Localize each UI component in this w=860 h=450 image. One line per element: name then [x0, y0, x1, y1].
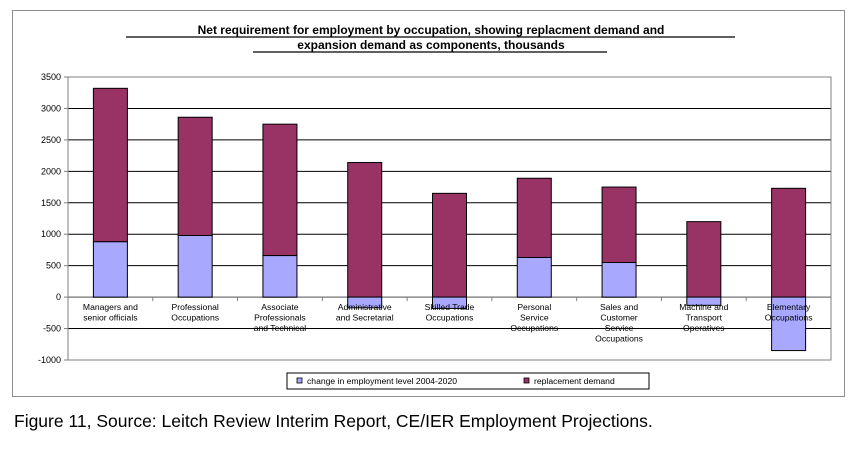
y-tick-label: 2000: [40, 166, 61, 177]
category-label: Machine and Transport Operatives: [679, 302, 729, 334]
category-labels: [83, 302, 813, 344]
legend-label-change: change in employment level 2004-2020: [307, 376, 458, 386]
category-label: Associate Professionals and Technical: [253, 302, 307, 334]
category-label: Sales and Customer Service Occupations: [595, 302, 643, 344]
category-label: Elementary Occupations: [764, 302, 813, 323]
bar-employment-change: [178, 235, 212, 297]
y-tick-label: 1500: [40, 197, 61, 208]
category-label: Personal Service Occupations: [510, 302, 559, 334]
y-tick-label: -500: [42, 323, 61, 334]
chart-title-line-1: Net requirement for employment by occupation, showing replacment demand and: [197, 23, 665, 37]
legend-swatch-change: [297, 378, 302, 383]
category-label: Managers and senior officials: [82, 302, 138, 323]
bar-replacement-demand: [348, 163, 382, 298]
y-tick-label: 3500: [40, 72, 61, 82]
category-label: Administrative and Secretarial: [335, 302, 394, 323]
bar-replacement-demand: [517, 178, 551, 257]
y-tick-label: 3000: [40, 103, 61, 114]
figure-caption: Figure 11, Source: Leitch Review Interim Report, CE/IER Employment Projections.: [14, 411, 653, 431]
legend: [287, 373, 649, 389]
chart-title-line-2: expansion demand as components, thousands: [297, 38, 565, 52]
bar-replacement-demand: [687, 222, 721, 297]
bar-employment-change: [263, 256, 297, 298]
stacked-bar-chart: [13, 11, 846, 398]
bar-replacement-demand: [263, 124, 297, 255]
bar-replacement-demand: [93, 88, 127, 241]
bar-employment-change: [93, 242, 127, 297]
bar-replacement-demand: [178, 117, 212, 235]
bar-replacement-demand: [602, 187, 636, 262]
y-tick-label: -1000: [37, 355, 61, 365]
chart-frame: [12, 10, 845, 397]
category-label: Professional Occupations: [171, 302, 220, 323]
y-tick-label: 500: [45, 260, 61, 271]
legend-swatch-replacement: [524, 378, 529, 383]
category-label: Skilled Trade Occupations: [424, 302, 475, 323]
bar-employment-change: [602, 263, 636, 298]
y-tick-label: 1000: [40, 229, 61, 240]
y-tick-label: 2500: [40, 134, 61, 145]
bar-replacement-demand: [433, 193, 467, 297]
bar-employment-change: [517, 257, 551, 297]
legend-label-replacement: replacement demand: [534, 376, 615, 386]
bar-replacement-demand: [772, 188, 806, 297]
y-tick-label: 0: [55, 292, 61, 303]
